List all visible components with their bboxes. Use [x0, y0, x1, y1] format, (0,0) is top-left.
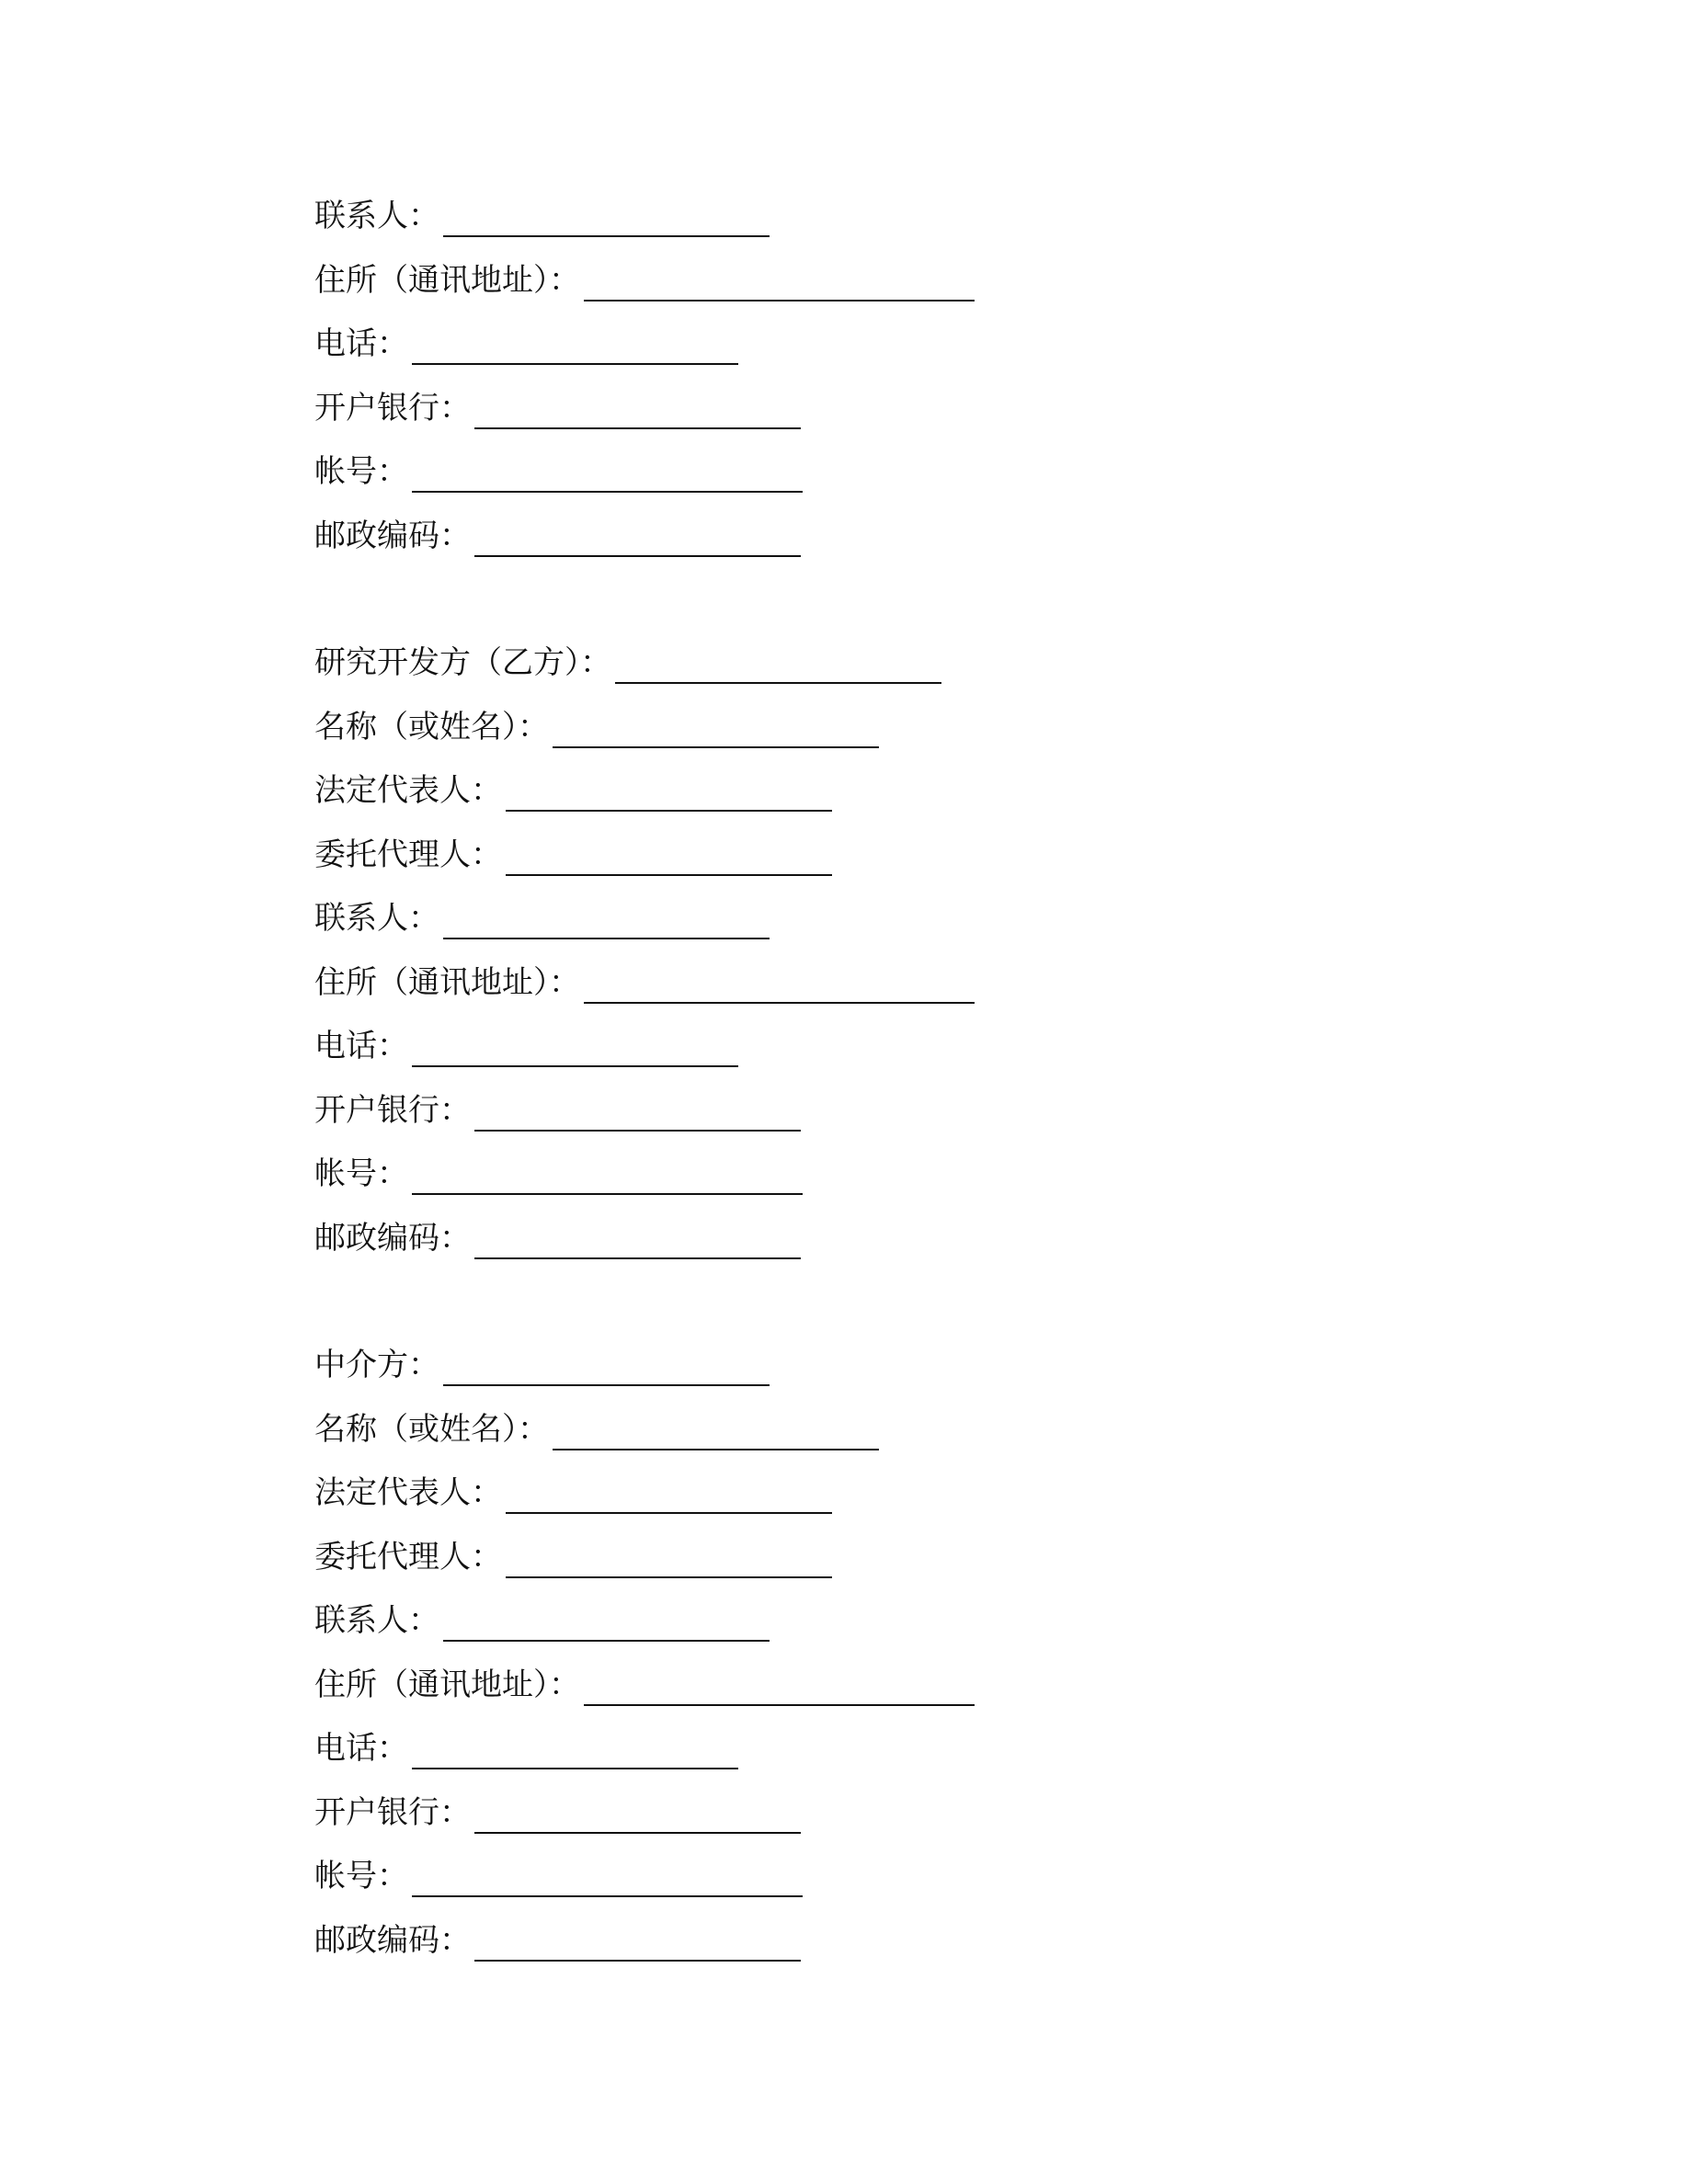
phone-label: 电话： [314, 1730, 408, 1767]
legal-rep-row [314, 1472, 832, 1514]
account-row [314, 1855, 803, 1897]
legal-rep-blank[interactable] [506, 1481, 832, 1514]
agent-label: 委托代理人： [314, 1539, 502, 1575]
agent-label: 委托代理人： [314, 836, 502, 873]
agent-row [314, 834, 832, 876]
contact-person-label: 联系人： [314, 900, 439, 937]
phone-label: 电话： [314, 325, 408, 362]
legal-rep-label: 法定代表人： [314, 772, 502, 809]
contact-person-blank[interactable] [443, 906, 770, 939]
agent-blank[interactable] [506, 1545, 832, 1578]
contact-person-row [314, 195, 770, 237]
phone-row [314, 323, 738, 365]
bank-label: 开户银行： [314, 1794, 471, 1831]
bank-row [314, 1089, 801, 1132]
address-row [314, 1664, 975, 1706]
address-label: 住所（通讯地址）： [314, 262, 580, 299]
phone-row [314, 1727, 738, 1769]
legal-rep-label: 法定代表人： [314, 1474, 502, 1511]
phone-blank[interactable] [412, 1034, 738, 1067]
account-label: 帐号： [314, 1155, 408, 1192]
account-row [314, 450, 803, 493]
phone-blank[interactable] [412, 332, 738, 365]
account-label: 帐号： [314, 1858, 408, 1894]
intermediary-label: 中介方： [314, 1347, 439, 1383]
address-row [314, 259, 975, 301]
account-label: 帐号： [314, 453, 408, 490]
name-label: 名称（或姓名）： [314, 1411, 549, 1448]
address-row [314, 961, 975, 1004]
address-label: 住所（通讯地址）： [314, 964, 580, 1001]
phone-blank[interactable] [412, 1736, 738, 1769]
legal-rep-blank[interactable] [506, 779, 832, 812]
postcode-row [314, 1919, 801, 1962]
postcode-blank[interactable] [474, 1226, 801, 1259]
bank-blank[interactable] [474, 1801, 801, 1834]
address-blank[interactable] [584, 971, 975, 1004]
name-row [314, 706, 879, 748]
postcode-row [314, 515, 801, 557]
name-blank[interactable] [553, 715, 879, 748]
address-blank[interactable] [584, 1673, 975, 1706]
postcode-label: 邮政编码： [314, 518, 471, 554]
intermediary-blank[interactable] [443, 1353, 770, 1386]
account-blank[interactable] [412, 1864, 803, 1897]
party-b-blank[interactable] [615, 651, 941, 684]
contact-person-row [314, 1599, 770, 1642]
bank-label: 开户银行： [314, 390, 471, 427]
address-label: 住所（通讯地址）： [314, 1666, 580, 1703]
agent-row [314, 1536, 832, 1578]
name-label: 名称（或姓名）： [314, 709, 549, 745]
agent-blank[interactable] [506, 843, 832, 876]
address-blank[interactable] [584, 268, 975, 301]
contact-person-row [314, 897, 770, 939]
phone-label: 电话： [314, 1028, 408, 1064]
postcode-label: 邮政编码： [314, 1922, 471, 1959]
contact-person-label: 联系人： [314, 1602, 439, 1639]
intermediary-row [314, 1344, 770, 1386]
account-row [314, 1153, 803, 1195]
postcode-blank[interactable] [474, 524, 801, 557]
account-blank[interactable] [412, 460, 803, 493]
postcode-row [314, 1217, 801, 1259]
contact-person-label: 联系人： [314, 198, 439, 234]
postcode-blank[interactable] [474, 1928, 801, 1962]
bank-blank[interactable] [474, 1098, 801, 1132]
bank-row [314, 387, 801, 429]
name-row [314, 1408, 879, 1450]
postcode-label: 邮政编码： [314, 1220, 471, 1257]
party-b-label: 研究开发方（乙方）： [314, 644, 611, 681]
bank-blank[interactable] [474, 396, 801, 429]
name-blank[interactable] [553, 1417, 879, 1450]
phone-row [314, 1025, 738, 1067]
account-blank[interactable] [412, 1162, 803, 1195]
contact-person-blank[interactable] [443, 1609, 770, 1642]
legal-rep-row [314, 769, 832, 812]
bank-row [314, 1792, 801, 1834]
contact-person-blank[interactable] [443, 204, 770, 237]
party-b-row [314, 642, 941, 684]
bank-label: 开户银行： [314, 1092, 471, 1129]
